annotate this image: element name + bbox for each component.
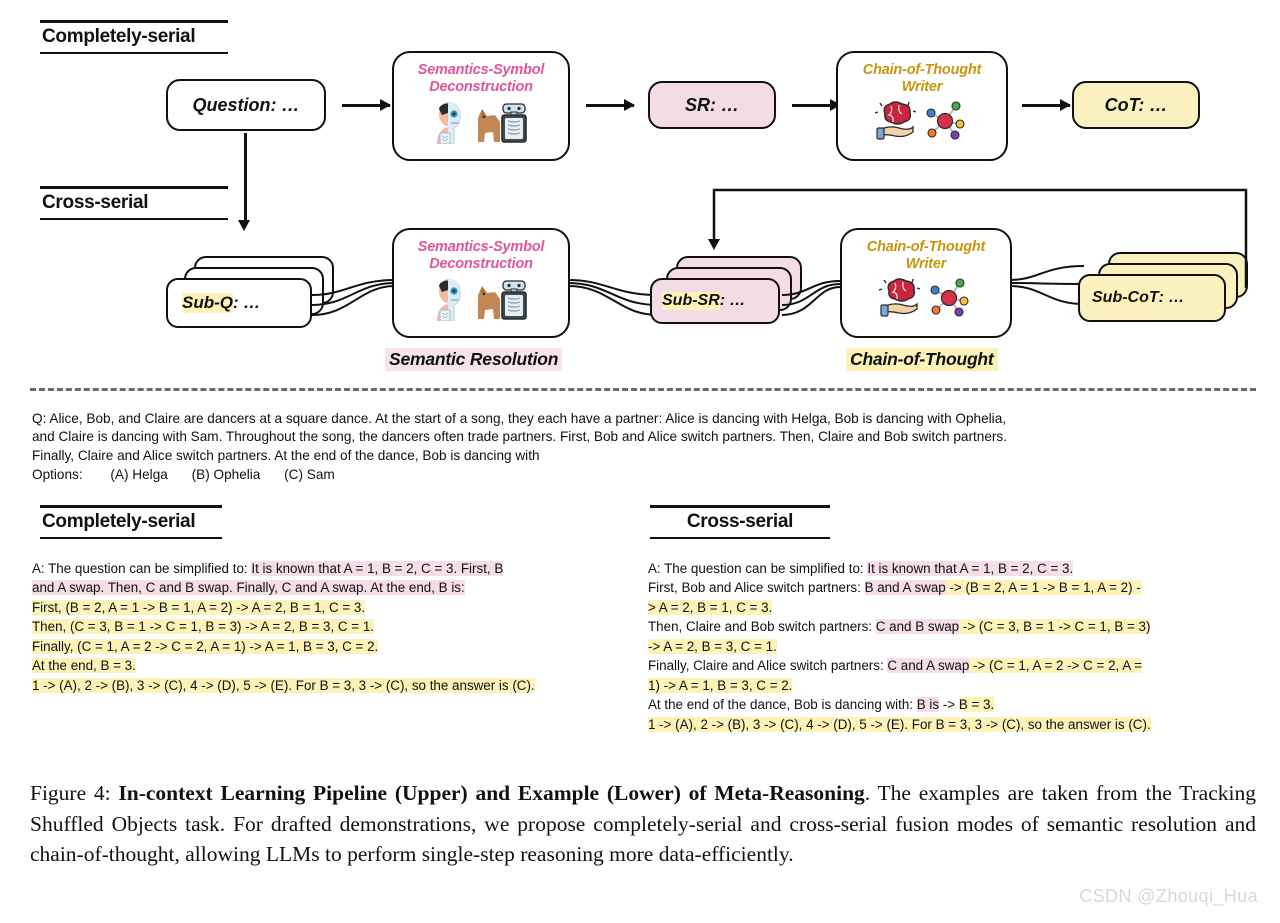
answer-line [648, 637, 1260, 656]
caption-rest: . The examples are taken from the Tracking Shuffled Objects task. For drafted demonstrations, we propose completely-serial and cross-serial fusion modes of semantic resolution and chain-of-thought, allowing LLMs to perform single-step reasoning more data-efficiently. [30, 781, 1256, 867]
node-cot[interactable] [1072, 81, 1200, 129]
header-rule-bottom [40, 537, 222, 540]
watermark: CSDN @Zhouqi_Hua [1079, 886, 1258, 906]
answer-completely-serial [32, 559, 632, 695]
sub-q-label-highlight: Sub-Q [182, 293, 233, 312]
highlight-yellow: -> A = 2, B = 3, C = 1. [648, 638, 777, 654]
highlight-pink: It is known that A = 1, B = 2, C = 3. [867, 561, 1074, 576]
highlight-pink: B is [916, 697, 940, 713]
question-options-row [32, 466, 1252, 484]
tag-chain-of-thought-label: Chain-of-Thought [850, 349, 994, 369]
connector-sub-q-to-ssd [300, 255, 400, 345]
arrow-question-to-ssd [342, 104, 390, 107]
sub-sr-label-highlight: Sub-SR [662, 292, 720, 309]
answer-line [32, 637, 632, 656]
node-sr-label: SR: … [685, 94, 739, 115]
node-chain-of-thought-writer[interactable] [836, 51, 1008, 161]
highlight-yellow: At the end, B = 3. [32, 658, 136, 674]
ssd-icon-group [435, 100, 527, 144]
header-label: Cross-serial [42, 191, 149, 213]
tag-chain-of-thought [846, 348, 998, 371]
arrow-ssd-to-sr [586, 104, 634, 107]
answer-cross-serial [648, 559, 1260, 734]
answer-line [648, 598, 1260, 617]
ssd2-title-line2: Deconstruction [429, 256, 533, 273]
highlight-yellow: Then, (C = 3, B = 1 -> C = 1, B = 3) -> A = 2, B = 3, C = 1. [32, 619, 375, 635]
highlight-yellow: -> (B = 2, A = 1 -> B = 1, A = 2) - [945, 580, 1141, 596]
answer-text: A: The question can be simplified to: [648, 561, 868, 576]
answer-line [32, 578, 632, 597]
example-header-completely-serial [40, 505, 222, 539]
pipeline-header-completely-serial [40, 20, 228, 54]
highlight-pink: C and B swap [875, 619, 960, 635]
highlight-pink: C and A swap [887, 658, 970, 674]
answer-line [648, 578, 1260, 597]
answer-line [648, 617, 1260, 636]
arrow-question-to-sub-q [244, 133, 247, 221]
dog-xray-icon [475, 277, 527, 321]
options-label: Options: [32, 467, 83, 483]
tag-semantic-resolution [385, 348, 562, 371]
highlight-pink: B and A swap [864, 580, 946, 596]
answer-line [32, 617, 632, 636]
human-robot-face-icon [435, 100, 469, 144]
cotw2-title-line1: Chain-of-Thought [866, 239, 986, 255]
option-c: (C) Sam [284, 467, 335, 483]
answer-line [32, 559, 632, 578]
answer-line [648, 715, 1260, 734]
answer-text: A: The question can be simplified to: [32, 561, 252, 576]
option-a: (A) Helga [110, 467, 168, 483]
cotw2-title-line2: Writer [905, 256, 947, 273]
highlight-yellow: First, (B = 2, A = 1 -> B = 1, A = 2) -> A = 2, B = 1, C = 3. [32, 599, 366, 615]
highlight-yellow: Finally, (C = 1, A = 2 -> C = 2, A = 1) -> A = 1, B = 3, C = 2. [32, 638, 379, 654]
molecule-graph-icon [923, 100, 969, 140]
brain-in-hand-icon [875, 100, 917, 140]
sub-q-label-rest: : … [233, 293, 261, 312]
header-label: Completely-serial [42, 510, 196, 532]
highlight-yellow: -> (C = 3, B = 1 -> C = 1, B = 3) [959, 619, 1151, 635]
answer-line [648, 656, 1260, 675]
highlight-pink: It is known that A = 1, B = 2, C = 3. First, B [251, 561, 504, 576]
figure-caption [30, 778, 1256, 870]
sub-q-card-front[interactable] [166, 278, 312, 328]
node-ssd2-title [418, 239, 545, 273]
question-line-1: Q: Alice, Bob, and Claire are dancers at a square dance. At the start of a song, they each have a partner: Alice is dancing with Helga, Bob is dancing with Ophelia, [32, 411, 1007, 426]
header-rule-bottom [40, 52, 228, 55]
caption-prefix: Figure 4: [30, 781, 119, 805]
header-label: Cross-serial [686, 510, 794, 532]
answer-line [32, 676, 632, 695]
cotw-title-line1: Chain-of-Thought [862, 62, 982, 78]
answer-line [648, 695, 1260, 714]
node-sr[interactable] [648, 81, 776, 129]
question-line-2: and Claire is dancing with Sam. Throughout the song, the dancers often trade partners. First, Bob and Alice switch partners. Then, Claire and Bob switch partners. [32, 429, 1007, 445]
node-cot-label: CoT: … [1104, 94, 1168, 115]
sub-sr-label-rest: : … [719, 292, 746, 309]
human-robot-face-icon [435, 277, 469, 321]
node-question-label: Question: … [192, 94, 300, 115]
cotw-icon-group [875, 100, 969, 140]
node-ssd-title [418, 62, 545, 96]
ssd-title-line2: Deconstruction [429, 79, 533, 96]
highlight-yellow: 1) -> A = 1, B = 3, C = 2. [648, 677, 793, 693]
arrow-cot-writer-to-cot [1022, 104, 1070, 107]
highlight-yellow: > A = 2, B = 1, C = 3. [648, 599, 773, 615]
arrow-sr-to-cot-writer [792, 104, 840, 107]
sub-cot-label-highlight: Sub-CoT [1092, 289, 1159, 306]
tag-semantic-resolution-label: Semantic Resolution [389, 349, 559, 369]
example-header-cross-serial [650, 505, 830, 539]
ssd-title-line1: Semantics-Symbol [417, 62, 545, 78]
highlight-yellow: 1 -> (A), 2 -> (B), 3 -> (C), 4 -> (D), 5 -> (E). For B = 3, 3 -> (C), so the answer is (C). [648, 716, 1151, 732]
answer-line [648, 676, 1260, 695]
pipeline-header-cross-serial [40, 186, 228, 220]
answer-text: First, Bob and Alice switch partners: [648, 580, 865, 596]
ssd2-icon-group [435, 277, 527, 321]
cotw-title-line2: Writer [901, 79, 943, 96]
answer-line [32, 598, 632, 617]
dog-xray-icon [475, 100, 527, 144]
highlight-yellow: 1 -> (A), 2 -> (B), 3 -> (C), 4 -> (D), 5 -> (E). For B = 3, 3 -> (C), so the answer is (C). [32, 677, 535, 693]
highlight-yellow: B = 3. [958, 697, 995, 713]
question-line-3: Finally, Claire and Alice switch partners. At the end of the dance, Bob is dancing with [32, 447, 540, 463]
example-question [32, 410, 1252, 485]
answer-text: At the end of the dance, Bob is dancing with: [648, 697, 917, 713]
header-rule-bottom [650, 537, 830, 540]
node-semantics-symbol-deconstruction-2[interactable] [392, 228, 570, 338]
node-cotw-title [863, 62, 981, 96]
ssd2-title-line1: Semantics-Symbol [417, 239, 545, 255]
node-question[interactable] [166, 79, 326, 131]
highlight-yellow: -> (C = 1, A = 2 -> C = 2, A = [969, 658, 1142, 674]
answer-text: Then, Claire and Bob switch partners: [648, 619, 876, 635]
option-b: (B) Ophelia [191, 467, 261, 483]
header-label: Completely-serial [42, 25, 196, 47]
answer-text: -> [939, 697, 959, 713]
section-divider [30, 388, 1256, 391]
sub-cot-label-rest: : … [1158, 289, 1185, 306]
highlight-pink: and A swap. Then, C and B swap. Finally, C and A swap. At the end, B is: [32, 580, 465, 596]
answer-line [648, 559, 1260, 578]
answer-text: Finally, Claire and Alice switch partners: [648, 658, 888, 674]
feedback-loop-arrow [700, 184, 1260, 304]
caption-bold: In-context Learning Pipeline (Upper) and Example (Lower) of Meta-Reasoning [118, 781, 865, 805]
node-semantics-symbol-deconstruction[interactable] [392, 51, 570, 161]
answer-line [32, 656, 632, 675]
header-rule-bottom [40, 218, 228, 221]
